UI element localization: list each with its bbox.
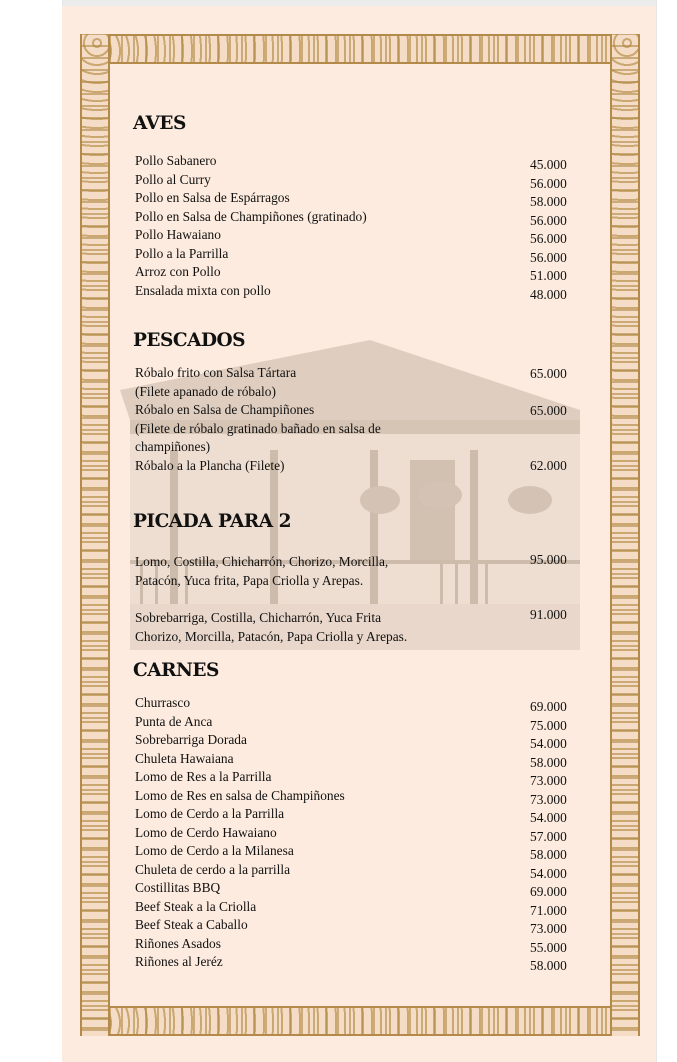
carnes-item-list: [135, 694, 575, 972]
menu-price: 58.000: [530, 847, 567, 862]
menu-price: 58.000: [530, 958, 567, 973]
menu-item: Arroz con Pollo: [135, 264, 221, 279]
menu-price: 75.000: [530, 717, 567, 733]
aves-price-list: [530, 156, 590, 304]
menu-price: 56.000: [530, 231, 567, 246]
menu-price: 69.000: [530, 699, 567, 714]
section-title-aves: AVES: [133, 113, 186, 134]
ornamental-border-top-icon: [80, 34, 640, 64]
carnes-price-list: [530, 698, 590, 976]
menu-item: Ensalada mixta con pollo: [135, 282, 271, 298]
menu-price: 51.000: [530, 268, 567, 283]
menu-item: Pollo Hawaiano: [135, 227, 221, 242]
menu-item: Costillitas BBQ: [135, 880, 221, 895]
menu-price: 58.000: [530, 754, 567, 770]
menu-price: 54.000: [530, 736, 567, 751]
menu-item: Chuleta de cerdo a la parrilla: [135, 861, 291, 877]
menu-item: Chuleta Hawaiana: [135, 750, 234, 766]
menu-price: 73.000: [530, 773, 567, 788]
menu-item: Lomo de Res en salsa de Champiñones: [135, 787, 345, 803]
page-right-edge: [656, 0, 657, 1062]
menu-item: Chorizo, Morcilla, Patacón, Papa Criolla y Arepas.: [135, 628, 408, 644]
menu-price: 91.000: [530, 607, 567, 622]
menu-item: Lomo de Cerdo Hawaiano: [135, 824, 277, 840]
menu-item: Róbalo en Salsa de Champiñones: [135, 402, 315, 417]
menu-price: 48.000: [530, 286, 567, 302]
menu-item: Sobrebarriga, Costilla, Chicharrón, Yuca Frita: [135, 610, 382, 625]
menu-item: Lomo de Cerdo a la Milanesa: [135, 843, 294, 858]
menu-item: Lomo de Cerdo a la Parrilla: [135, 806, 285, 821]
menu-item: Pollo a la Parrilla: [135, 245, 229, 261]
menu-item: Róbalo a la Plancha (Filete): [135, 457, 285, 473]
ornamental-border-right-icon: [610, 34, 640, 1036]
menu-item: Riñones al Jeréz: [135, 954, 223, 969]
menu-price: 57.000: [530, 828, 567, 844]
menu-price: 56.000: [530, 249, 567, 265]
picada-option-1: [135, 553, 575, 590]
menu-price: 45.000: [530, 157, 567, 172]
menu-item: Churrasco: [135, 695, 191, 710]
menu-price: 65.000: [530, 403, 567, 418]
menu-price: 58.000: [530, 194, 567, 209]
menu-item: Punta de Anca: [135, 713, 213, 729]
section-title-carnes: CARNES: [133, 660, 219, 681]
menu-item: Pollo al Curry: [135, 171, 211, 187]
section-title-picada: PICADA PARA 2: [133, 511, 291, 532]
ornamental-border-bottom-icon: [80, 1006, 640, 1036]
menu-price: 73.000: [530, 791, 567, 807]
menu-item: Patacón, Yuca frita, Papa Criolla y Arepas.: [135, 572, 364, 588]
menu-item: Róbalo frito con Salsa Tártara: [135, 365, 297, 380]
menu-price: 56.000: [530, 212, 567, 228]
menu-item: Sobrebarriga Dorada: [135, 732, 247, 747]
menu-price: 62.000: [530, 458, 567, 473]
pescados-item-list: [135, 364, 575, 475]
menu-item: Beef Steak a la Criolla: [135, 898, 257, 914]
menu-price: 54.000: [530, 810, 567, 825]
menu-item-description: (Filete de róbalo gratinado bañado en salsa de: [135, 420, 381, 436]
menu-price: 55.000: [530, 939, 567, 955]
menu-item: Pollo Sabanero: [135, 153, 217, 168]
menu-item: Lomo, Costilla, Chicharrón, Chorizo, Morcilla,: [135, 554, 389, 569]
menu-price: 69.000: [530, 884, 567, 899]
aves-item-list: [135, 152, 575, 300]
menu-price: 73.000: [530, 921, 567, 936]
menu-item: Pollo en Salsa de Espárragos: [135, 190, 290, 205]
picada-option-2: [135, 609, 575, 646]
menu-item-description: (Filete apanado de róbalo): [135, 383, 276, 399]
menu-price: 56.000: [530, 175, 567, 191]
menu-item: Pollo en Salsa de Champiñones (gratinado): [135, 208, 367, 224]
ornamental-border-left-icon: [80, 34, 110, 1036]
section-title-pescados: PESCADOS: [133, 330, 245, 351]
menu-price: 71.000: [530, 902, 567, 918]
menu-price: 54.000: [530, 865, 567, 881]
menu-item: Lomo de Res a la Parrilla: [135, 769, 272, 784]
menu-price: 65.000: [530, 366, 567, 381]
menu-item: Beef Steak a Caballo: [135, 917, 248, 932]
menu-item: Riñones Asados: [135, 935, 221, 951]
menu-item-description: champiñones): [135, 439, 211, 454]
menu-price: 95.000: [530, 552, 567, 567]
